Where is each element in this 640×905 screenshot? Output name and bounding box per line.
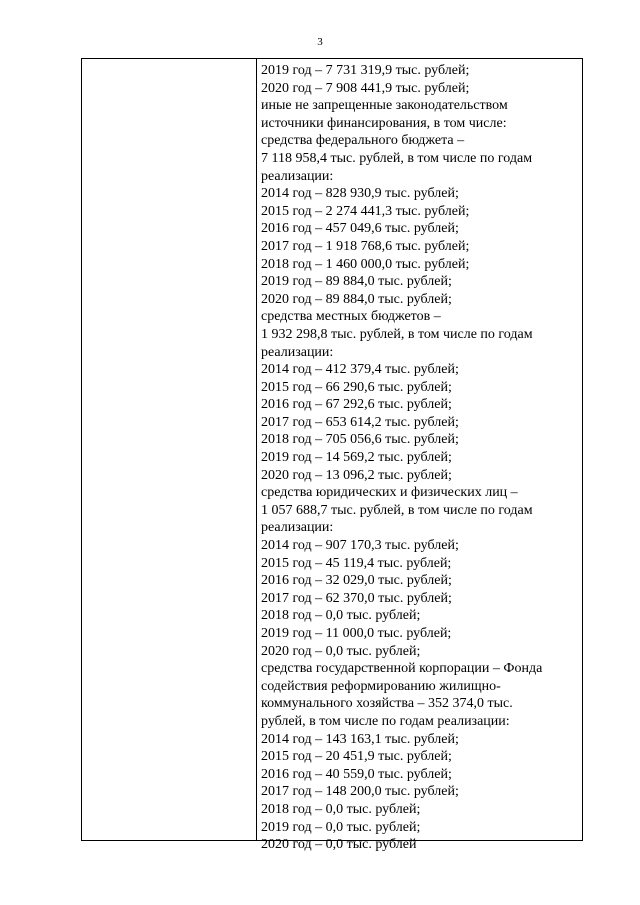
text-line: рублей, в том числе по годам реализации: (261, 713, 510, 729)
text-line: реализации: (261, 520, 334, 536)
text-line: иные не запрещенные законодательством (261, 98, 508, 114)
text-line: 2014 год – 828 930,9 тыс. рублей; (261, 186, 459, 202)
text-line: 2019 год – 0,0 тыс. рублей; (261, 819, 421, 835)
table-left-cell (82, 59, 257, 840)
text-line: 1 057 688,7 тыс. рублей, в том числе по годам (261, 502, 533, 518)
text-line: реализации: (261, 344, 334, 360)
text-line: 2018 год – 0,0 тыс. рублей; (261, 801, 421, 817)
text-line: 2020 год – 0,0 тыс. рублей (261, 837, 417, 853)
text-line: 2015 год – 45 119,4 тыс. рублей; (261, 555, 452, 571)
text-line: 2019 год – 14 569,2 тыс. рублей; (261, 450, 452, 466)
text-line: коммунального хозяйства – 352 374,0 тыс. (261, 696, 513, 712)
text-line: 2017 год – 653 614,2 тыс. рублей; (261, 414, 459, 430)
text-line: 2016 год – 67 292,6 тыс. рублей; (261, 397, 452, 413)
text-line: средства местных бюджетов – (261, 309, 441, 325)
text-line: содействия реформированию жилищно- (261, 678, 501, 694)
funding-table (81, 58, 583, 853)
text-line: 2018 год – 1 460 000,0 тыс. рублей; (261, 256, 470, 272)
page-number: 3 (317, 36, 323, 48)
text-line: 2019 год – 11 000,0 тыс. рублей; (261, 626, 452, 641)
text-line: 2017 год – 1 918 768,6 тыс. рублей; (261, 238, 470, 254)
text-line: средства федерального бюджета – (261, 133, 465, 149)
text-line: 2020 год – 0,0 тыс. рублей; (261, 643, 421, 659)
text-line: 2020 год – 89 884,0 тыс. рублей; (261, 291, 452, 307)
text-line: 2014 год – 412 379,4 тыс. рублей; (261, 362, 459, 378)
text-line: 2016 год – 40 559,0 тыс. рублей; (261, 766, 452, 782)
text-line: 2020 год – 13 096,2 тыс. рублей; (261, 467, 452, 483)
text-line: 2017 год – 148 200,0 тыс. рублей; (261, 784, 459, 800)
text-line: 2019 год – 89 884,0 тыс. рублей; (261, 274, 452, 290)
text-line: средства государственной корпорации – Фонда (261, 661, 543, 677)
text-line: 2017 год – 62 370,0 тыс. рублей; (261, 590, 452, 606)
text-line: 2019 год – 7 731 319,9 тыс. рублей; (261, 63, 470, 78)
text-line: 2014 год – 143 163,1 тыс. рублей; (261, 731, 459, 747)
text-line: 2015 год – 2 274 441,3 тыс. рублей; (261, 203, 470, 219)
text-line: 1 932 298,8 тыс. рублей, в том числе по годам (261, 326, 533, 342)
text-line: 2015 год – 66 290,6 тыс. рублей; (261, 379, 452, 395)
text-line: 2018 год – 0,0 тыс. рублей; (261, 608, 421, 624)
text-line: реализации: (261, 168, 334, 184)
text-line: 2018 год – 705 056,6 тыс. рублей; (261, 432, 459, 448)
text-line: 2015 год – 20 451,9 тыс. рублей; (261, 749, 452, 765)
text-line: 2020 год – 7 908 441,9 тыс. рублей; (261, 80, 470, 96)
text-line: 2014 год – 907 170,3 тыс. рублей; (261, 538, 459, 554)
text-line: 2016 год – 32 029,0 тыс. рублей; (261, 573, 452, 589)
table-right-cell (257, 59, 582, 853)
text-line: 2016 год – 457 049,6 тыс. рублей; (261, 221, 459, 237)
text-line: средства юридических и физических лиц – (261, 485, 518, 501)
text-line: 7 118 958,4 тыс. рублей, в том числе по годам (261, 150, 533, 166)
text-line: источники финансирования, в том числе: (261, 115, 507, 131)
